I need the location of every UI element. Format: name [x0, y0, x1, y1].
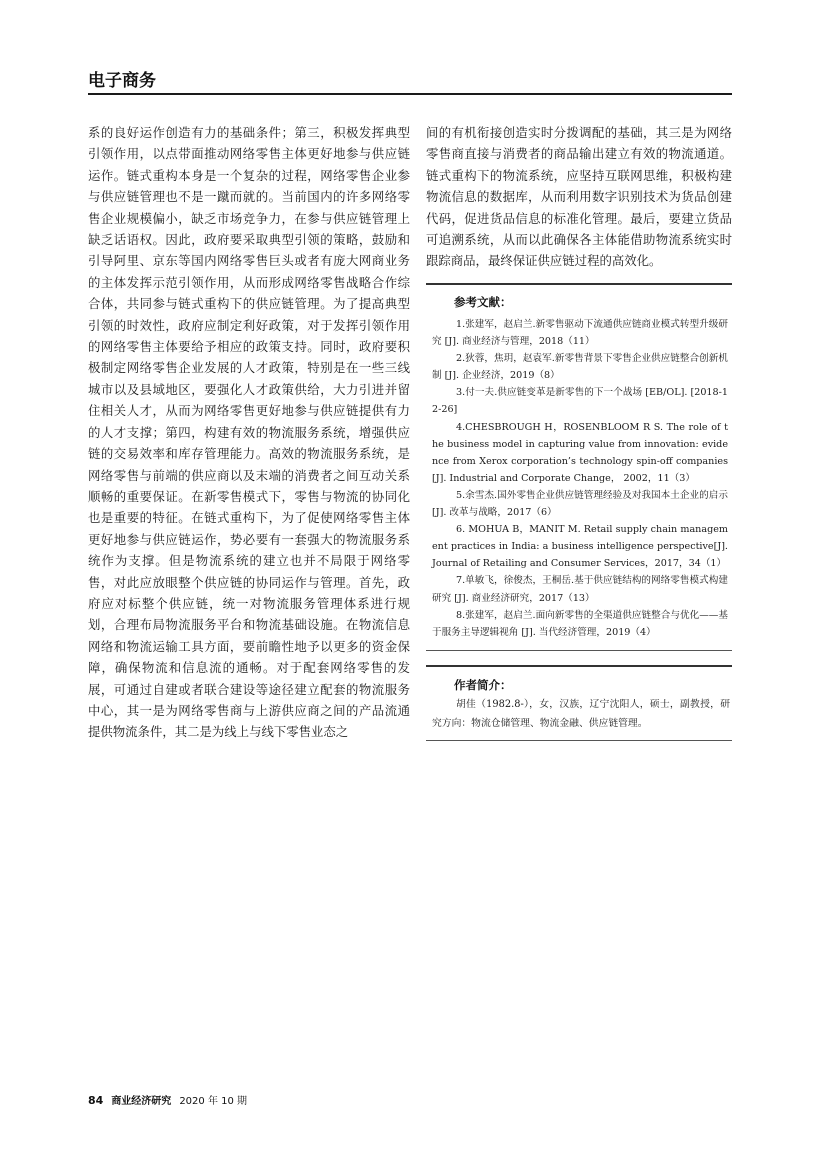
- issue-label: 2020 年 10 期: [179, 1096, 248, 1107]
- reference-item: 4.CHESBROUGH H，ROSENBLOOM R S. The role of the business model in capturing value from innovation: evidence from Xerox corporation’s technology spin-off companies[J]. Industrial and Corporate Change， 2002，11（3）: [432, 421, 728, 484]
- author-heading: 作者简介：: [454, 678, 512, 692]
- page-number: 84: [88, 1094, 104, 1107]
- reference-item: 6. MOHUA B，MANIT M. Retail supply chain management practices in India: a business intelligence perspective[J]. Journal of Retailing and Consumer Services，2017，34（1）: [432, 524, 728, 570]
- references-list: [432, 316, 728, 641]
- left-column-text: 系的良好运作创造有力的基础条件；第三，积极发挥典型引领作用，以点带面推动网络零售主体更好地参与供应链运作。链式重构本身是一个复杂的过程，网络零售企业参与供应链管理也不是一蹴而就的。当前国内的许多网络零售企业规模偏小，缺乏市场竞争力，在参与供应链管理上缺乏话语权。因此，政府要采取典型引领的策略，鼓励和引导阿里、京东等国内网络零售巨头或者有庞大网商业务的主体发挥示范引领作用，从而形成网络零售战略合作综合体，共同参与链式重构下的供应链管理。为了提高典型引领的时效性，政府应制定利好政策，对于发挥引领作用的网络零售主体要给予相应的政策支持。同时，政府要积极制定网络零售企业发展的人才政策，特别是在一些三线城市以及县域地区，要强化人才政策供给，大力引进并留住相关人才，从而为网络零售更好地参与供应链提供有力的人才支撑；第四，构建有效的物流服务系统，增强供应链的交易效率和库存管理能力。高效的物流服务系统，是网络零售与前端的供应商以及末端的消费者之间互动关系顺畅的重要保证。在新零售模式下，零售与物流的协同化也是重要的特征。在链式重构下，为了促使网络零售主体更好地参与供应链运作，势必要有一套强大的物流服务系统作为支撑。但是物流系统的建立也并不局限于网络零售，对此应放眼整个供应链的协同运作与管理。首先，政府应对标整个供应链，统一对物流服务管理体系进行规划，合理布局物流服务平台和物流基础设施。在物流信息网络和物流运输工具方面，要前瞻性地予以更多的资金保障，确保物流和信息流的通畅。对于配套网络零售的发展，可通过自建或者联合建设等途径建立配套的物流服务中心，其一是为网络零售商与上游供应商之间的产品流通提供物流条件，其二是为线上与线下零售业态之: [88, 125, 410, 740]
- reference-item: 8.张建军，赵启兰.面向新零售的全渠道供应链整合与优化——基于服务主导逻辑视角 [J]. 当代经济管理，2019（4）: [432, 609, 728, 638]
- right-column: [426, 122, 732, 272]
- references-heading: 参考文献：: [454, 295, 512, 309]
- section-title: 电子商务: [88, 71, 156, 91]
- page-footer: [88, 1092, 247, 1107]
- reference-item: 1.张建军，赵启兰.新零售驱动下流通供应链商业模式转型升级研究 [J]. 商业经济与管理，2018（11）: [432, 319, 728, 348]
- journal-name: 商业经济研究: [111, 1096, 172, 1107]
- reference-item: 2.狄蓉，焦玥，赵袁军.新零售背景下零售企业供应链整合创新机制 [J]. 企业经济，2019（8）: [432, 353, 728, 382]
- references-bottom-rule: [426, 650, 732, 651]
- reference-item: 7.单敏飞，徐俊杰，王桐岳.基于供应链结构的网络零售模式构建研究 [J]. 商业经济研究，2017（13）: [432, 575, 728, 604]
- reference-item: 3.付一夫.供应链变革是新零售的下一个战场 [EB/OL]. [2018-12-26]: [432, 387, 728, 416]
- references-top-rule: [426, 283, 732, 285]
- header-rule: [88, 93, 732, 95]
- author-bottom-rule: [426, 740, 732, 741]
- left-column: [88, 122, 410, 743]
- author-bio: 胡佳（1982.8-），女，汉族，辽宁沈阳人，硕士，副教授，研究方向：物流仓储管理、物流金融、供应链管理。: [432, 699, 730, 729]
- author-top-rule: [426, 665, 732, 667]
- reference-item: 5.余雪杰.国外零售企业供应链管理经验及对我国本土企业的启示 [J]. 改革与战略，2017（6）: [432, 489, 728, 519]
- right-column-text: 间的有机衔接创造实时分拨调配的基础，其三是为网络零售商直接与消费者的商品输出建立有效的物流通道。链式重构下的物流系统，应坚持互联网思维，积极构建物流信息的数据库，从而利用数字识别技术为货品创建代码，促进货品信息的标准化管理。最后，要建立货品可追溯系统，从而以此确保各主体能借助物流系统实时跟踪商品，最终保证供应链过程的高效化。: [426, 125, 732, 269]
